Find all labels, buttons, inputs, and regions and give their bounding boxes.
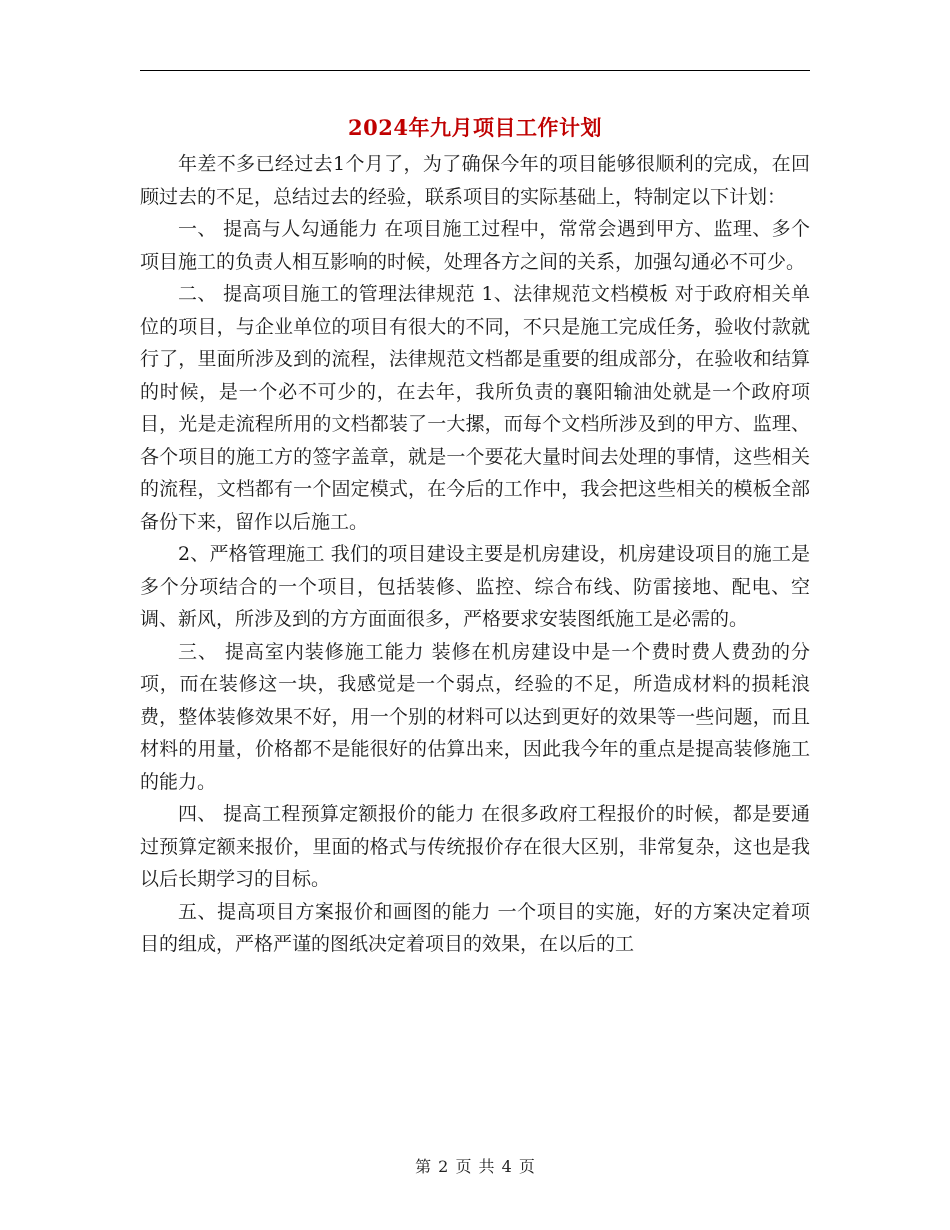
paragraph-section-1: 一、 提高与人勾通能力 在项目施工过程中，常常会遇到甲方、监理、多个项目施工的负责人相互影响的时候，处理各方之间的关系，加强勾通必不可少。 xyxy=(140,218,810,273)
paragraph-section-4: 四、 提高工程预算定额报价的能力 在很多政府工程报价的时候，都是要通过预算定额来报价，里面的格式与传统报价存在很大区别，非常复杂，这也是我以后长期学习的目标。 xyxy=(140,803,810,890)
document-title: 2024年九月项目工作计划 xyxy=(348,115,602,140)
paragraph-intro: 年差不多已经过去1个月了，为了确保今年的项目能够很顺利的完成，在回顾过去的不足，总结过去的经验，联系项目的实际基础上，特制定以下计划： xyxy=(140,153,810,208)
paragraph-section-2-item-2: 2、严格管理施工 我们的项目建设主要是机房建设，机房建设项目的施工是多个分项结合的一个项目，包括装修、监控、综合布线、防雷接地、配电、空调、新风，所涉及到的方方面面很多，严格要求安装图纸施工是必需的。 xyxy=(140,543,810,630)
header-rule xyxy=(140,70,810,71)
paragraph-section-3: 三、 提高室内装修施工能力 装修在机房建设中是一个费时费人费劲的分项，而在装修这一块，我感觉是一个弱点，经验的不足，所造成材料的损耗浪费，整体装修效果不好，用一个别的材料可以达到更好的效果等一些问题，而且材料的用量，价格都不是能很好的估算出来，因此我今年的重点是提高装修施工的能力。 xyxy=(140,640,810,793)
paragraph-section-2: 二、 提高项目施工的管理法律规范 1、法律规范文档模板 对于政府相关单位的项目，与企业单位的项目有很大的不同，不只是施工完成任务，验收付款就行了，里面所涉及到的流程，法律规范文档都是重要的组成部分，在验收和结算的时候，是一个必不可少的，在去年，我所负责的襄阳输油处就是一个政府项目，光是走流程所用的文档都装了一大摞，而每个文档所涉及到的甲方、监理、各个项目的施工方的签字盖章，就是一个要花大量时间去处理的事情，这些相关的流程，文档都有一个固定模式，在今后的工作中，我会把这些相关的模板全部备份下来，留作以后施工。 xyxy=(140,283,810,533)
page-number: 第 2 页 共 4 页 xyxy=(415,1157,535,1176)
document-body xyxy=(140,148,810,961)
paragraph-section-5: 五、提高项目方案报价和画图的能力 一个项目的实施，好的方案决定着项目的组成，严格严谨的图纸决定着项目的效果，在以后的工 xyxy=(140,900,810,955)
